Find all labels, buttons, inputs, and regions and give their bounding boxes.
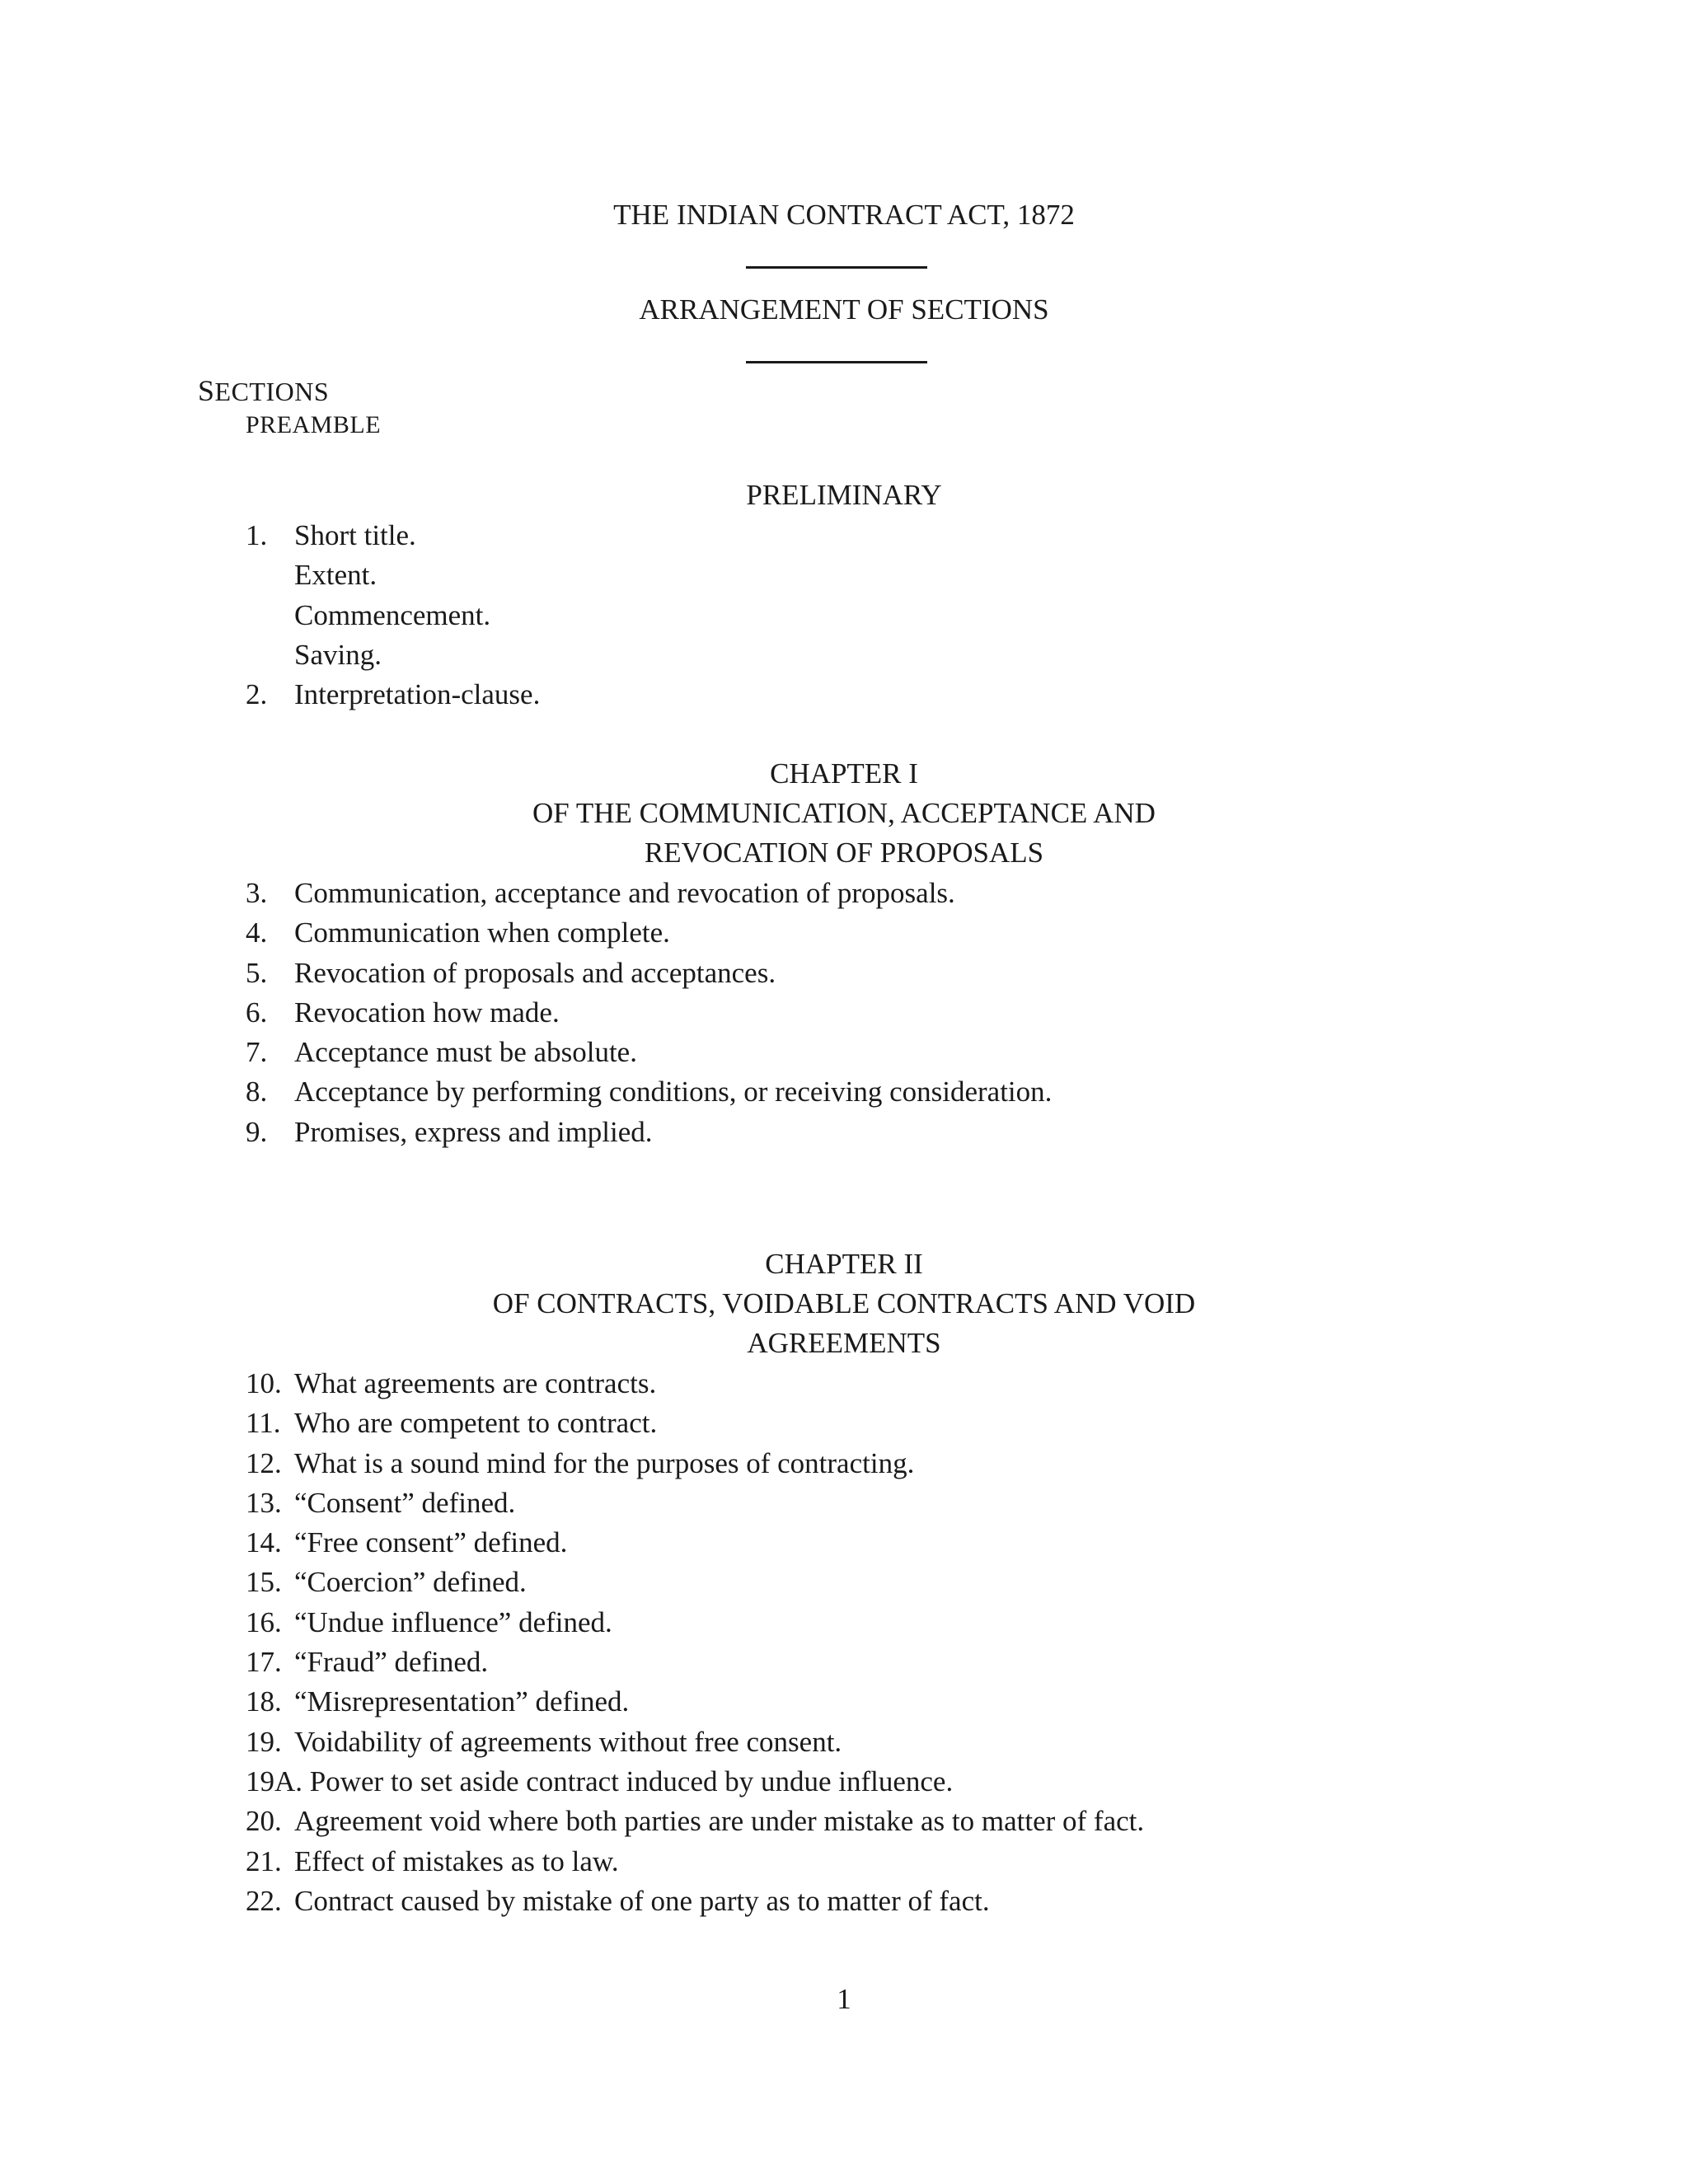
section-title: “Coercion” defined. — [294, 1566, 527, 1599]
list-item — [0, 1643, 1688, 1682]
list-item — [0, 1404, 1688, 1443]
list-item — [0, 1523, 1688, 1563]
list-item — [0, 913, 1688, 953]
section-title: What is a sound mind for the purposes of contracting. — [294, 1446, 915, 1479]
section-title: “Undue influence” defined. — [294, 1605, 612, 1638]
list-item — [0, 954, 1688, 993]
section-number: 14. — [246, 1526, 282, 1559]
section-title: Effect of mistakes as to law. — [294, 1844, 619, 1877]
section-title: Revocation how made. — [294, 996, 560, 1029]
preamble-label: PREAMBLE — [246, 411, 382, 438]
sections-label-initial: S — [198, 374, 215, 407]
preliminary-heading: PRELIMINARY — [746, 479, 942, 511]
list-item — [0, 596, 1688, 635]
list-item — [0, 1483, 1688, 1523]
section-number: 22. — [246, 1884, 282, 1917]
section-title: Promises, express and implied. — [294, 1115, 653, 1148]
section-number: 11. — [246, 1407, 281, 1440]
list-item — [0, 1682, 1688, 1722]
section-number: 4. — [246, 916, 268, 949]
list-item — [0, 874, 1688, 913]
section-title: Extent. — [294, 559, 377, 592]
sections-label — [198, 373, 329, 410]
list-item — [0, 1364, 1688, 1404]
section-title: Who are competent to contract. — [294, 1407, 658, 1440]
list-item — [0, 1722, 1688, 1762]
section-title: “Misrepresentation” defined. — [294, 1685, 630, 1718]
list-item — [0, 1444, 1688, 1483]
section-title: What agreements are contracts. — [294, 1367, 657, 1399]
list-item — [0, 1113, 1688, 1152]
section-title: Interpretation-clause. — [294, 678, 541, 711]
section-number: 20. — [246, 1805, 282, 1838]
page-number: 1 — [837, 1983, 851, 2015]
list-item — [0, 1762, 1688, 1802]
section-number: 10. — [246, 1367, 282, 1399]
title-divider — [746, 266, 927, 269]
section-title: Short title. — [294, 519, 416, 551]
section-title: Communication, acceptance and revocation of proposals. — [294, 877, 955, 909]
section-number: 8. — [246, 1076, 268, 1108]
section-number: 5. — [246, 956, 268, 989]
list-item — [0, 993, 1688, 1033]
chapter-2-heading: CHAPTER II — [765, 1248, 923, 1280]
section-number: 18. — [246, 1685, 282, 1718]
section-number: 2. — [246, 678, 268, 711]
list-item — [0, 635, 1688, 675]
section-number: 13. — [246, 1486, 282, 1519]
list-item — [0, 1802, 1688, 1841]
section-number: 3. — [246, 877, 268, 909]
chapter-2-list — [0, 1364, 1688, 1921]
section-title: “Consent” defined. — [294, 1486, 516, 1519]
section-title: Agreement void where both parties are under mistake as to matter of fact. — [294, 1805, 1145, 1838]
section-title: Saving. — [294, 638, 382, 671]
chapter-1-list — [0, 874, 1688, 1152]
section-title: Acceptance by performing conditions, or receiving consideration. — [294, 1076, 1053, 1108]
document-title: THE INDIAN CONTRACT ACT, 1872 — [613, 199, 1075, 231]
section-number: 16. — [246, 1605, 282, 1638]
section-number: 15. — [246, 1566, 282, 1599]
section-title: Acceptance must be absolute. — [294, 1036, 637, 1069]
list-item — [0, 1842, 1688, 1882]
section-number: 21. — [246, 1844, 282, 1877]
section-title: “Fraud” defined. — [294, 1646, 489, 1679]
section-number: 9. — [246, 1115, 268, 1148]
section-number: 19. — [246, 1725, 282, 1758]
section-number: 12. — [246, 1446, 282, 1479]
list-item — [0, 1072, 1688, 1112]
section-number: 6. — [246, 996, 268, 1029]
preliminary-list — [0, 516, 1688, 715]
sections-label-rest: ECTIONS — [214, 377, 330, 406]
chapter-2-title-line-1: OF CONTRACTS, VOIDABLE CONTRACTS AND VOID — [492, 1287, 1196, 1319]
chapter-1-title-line-2: REVOCATION OF PROPOSALS — [644, 837, 1044, 869]
chapter-1-heading: CHAPTER I — [770, 757, 918, 790]
list-item — [0, 675, 1688, 715]
list-item — [0, 1563, 1688, 1602]
section-number: 17. — [246, 1646, 282, 1679]
section-title: Voidability of agreements without free consent. — [294, 1725, 842, 1758]
list-item — [0, 1603, 1688, 1643]
chapter-1-title-line-1: OF THE COMMUNICATION, ACCEPTANCE AND — [532, 797, 1156, 829]
list-item — [0, 1033, 1688, 1072]
section-number: 7. — [246, 1036, 268, 1069]
list-item — [0, 555, 1688, 595]
subtitle-divider — [746, 361, 927, 363]
section-title: Contract caused by mistake of one party as to matter of fact. — [294, 1884, 990, 1917]
section-title: Revocation of proposals and acceptances. — [294, 956, 776, 989]
section-title: “Free consent” defined. — [294, 1526, 568, 1559]
document-subtitle: ARRANGEMENT OF SECTIONS — [639, 293, 1049, 326]
section-number: 1. — [246, 519, 268, 551]
list-item — [0, 1882, 1688, 1921]
list-item — [0, 516, 1688, 555]
section-title: 19A. Power to set aside contract induced by undue influence. — [246, 1765, 954, 1797]
section-title: Communication when complete. — [294, 916, 670, 949]
chapter-2-title-line-2: AGREEMENTS — [747, 1327, 941, 1359]
section-title: Commencement. — [294, 598, 491, 631]
